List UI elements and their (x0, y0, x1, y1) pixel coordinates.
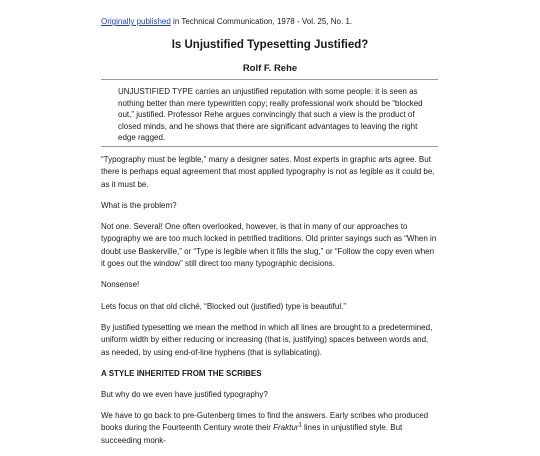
article-body (101, 154, 438, 456)
paragraph: Nonsense! (101, 280, 140, 290)
originally-published-link[interactable]: Originally published (101, 17, 171, 26)
abstract-top-divider (101, 79, 438, 80)
source-line (101, 16, 352, 28)
article-title: Is Unjustified Typesetting Justified? (171, 39, 369, 51)
paragraph: But why do we even have justified typography? (101, 389, 268, 399)
paragraph: By justified typesetting we mean the method in which all lines are brought to a predetermined, uniform width by either reducing or increasing (that is, justifying) spaces between words and, as needed, by using end-of-line hyphens (that is syllabicating). (101, 322, 433, 357)
paragraph: What is the problem? (101, 200, 177, 210)
section-heading: A STYLE INHERITED FROM THE SCRIBES (101, 368, 262, 378)
paragraph: Lets focus on that old cliché, “Blocked out (justified) type is beautiful.” (101, 301, 347, 311)
paragraph (101, 410, 438, 447)
article-author: Rolf F. Rehe (242, 63, 298, 74)
abstract-bottom-divider (101, 146, 438, 147)
abstract: UNJUSTIFIED TYPE carries an unjustified reputation with some people: it is seen as nothing better than mere typewritten copy; really professional work should be “blocked out,” justified. Professor Rehe argues convincingly that such a view is the product of closed minds, and he shows that there are significant advantages to leaving the right edge ragged. (118, 87, 423, 142)
source-citation: in Technical Communication, 1978 - Vol. 25, No. 1. (170, 17, 353, 26)
paragraph: Not one. Several! One often overlooked, however, is that in many of our approaches to typography we are too much locked in petrified traditions. Old printer sayings such as “When in doubt use Baskerville,” or “Type is legible when it fills the slug,” or “Follow the copy even when it goes out the window” still direct too many typographic decisions. (101, 222, 437, 269)
footnote-marker[interactable]: 1 (298, 422, 302, 429)
fraktur-term: Fraktur (273, 423, 299, 433)
paragraph-text: lines in unjustified style. But succeeding monk- (101, 423, 403, 445)
paragraph: “Typography must be legible,” many a designer sates. Most experts in graphic arts agree. But there is perhaps equal agreement that most applied typography is not as legible as it could be, as it must be. (101, 155, 435, 189)
paragraph-text: We have to go back to pre-Gutenberg times to find the answers. Early scribes who produced books during the Fourteenth Century wrote their (101, 411, 429, 433)
